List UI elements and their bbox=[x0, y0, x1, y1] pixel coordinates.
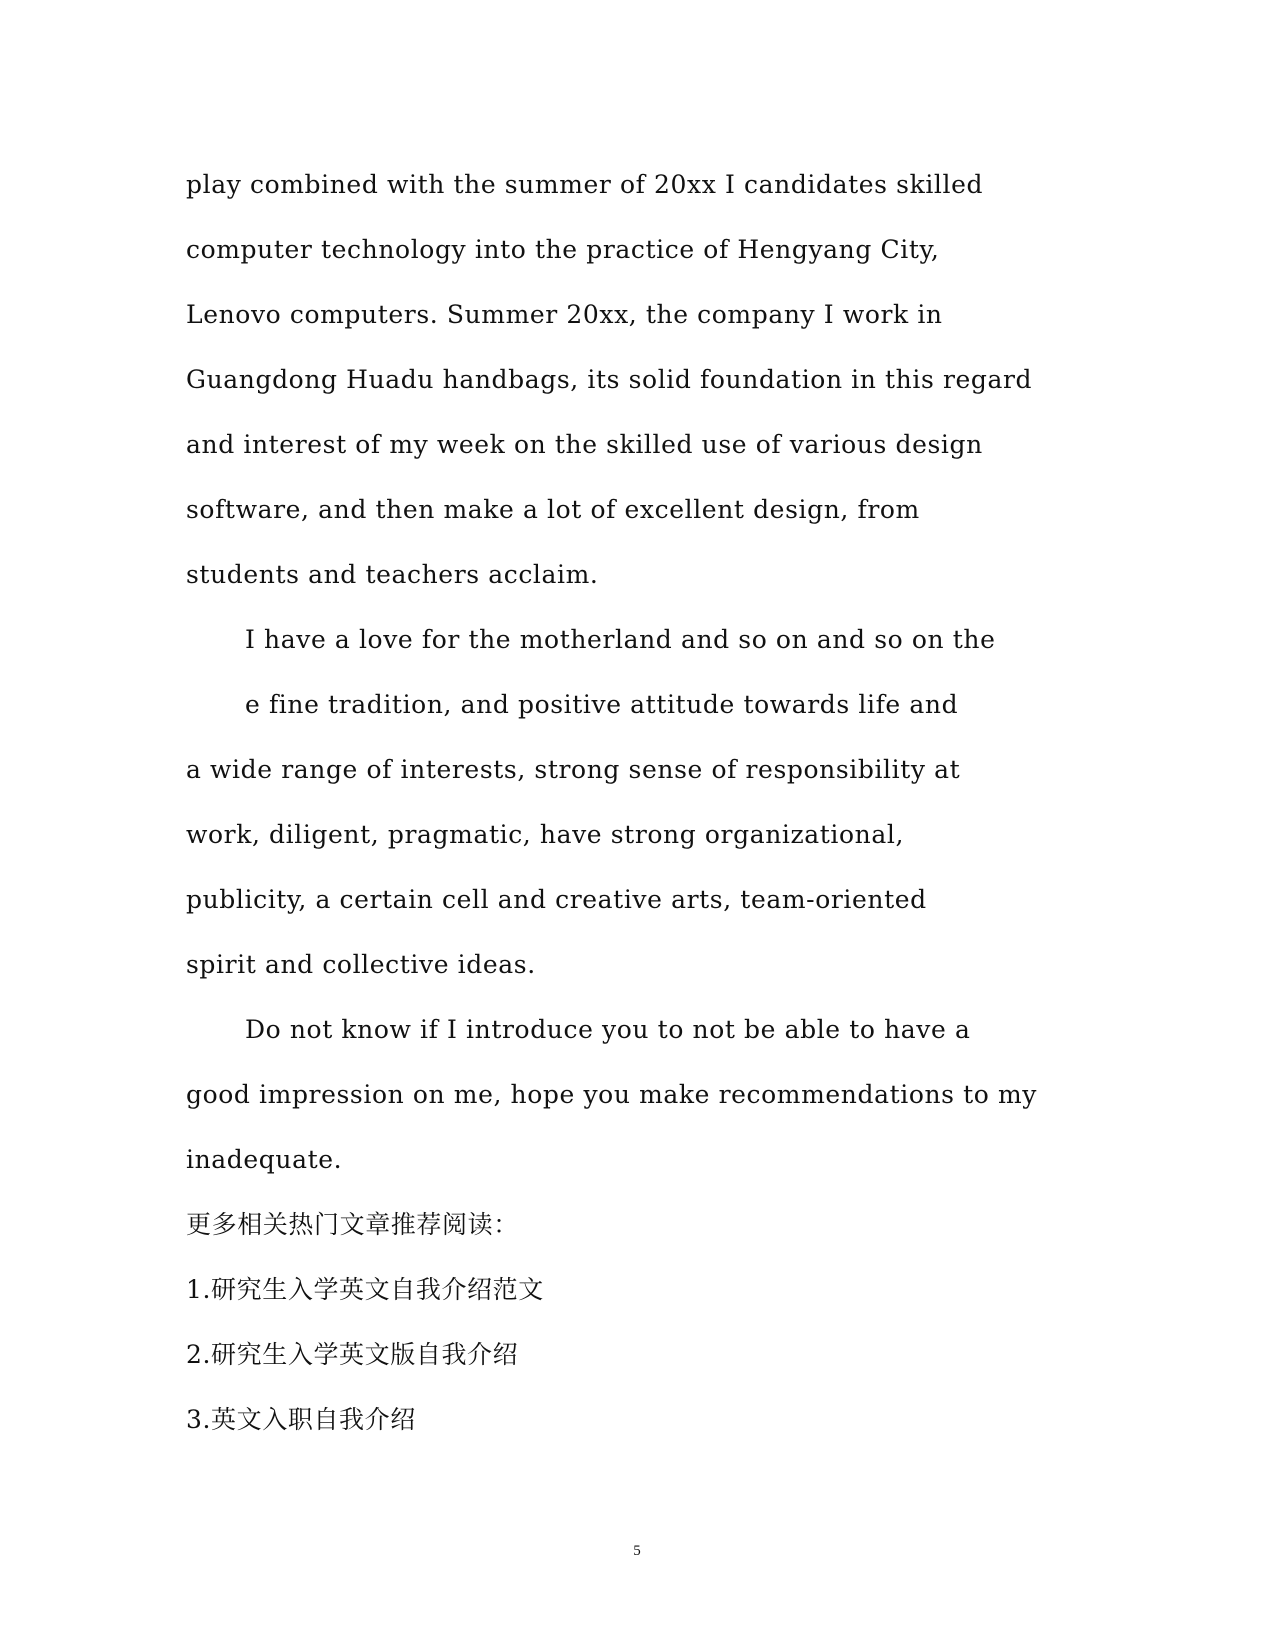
body-text-line: and interest of my week on the skilled use of various design bbox=[186, 430, 983, 459]
page-number: 5 bbox=[633, 1543, 641, 1559]
body-text-line: a wide range of interests, strong sense of responsibility at bbox=[186, 755, 961, 784]
related-article-link[interactable]: 3.英文入职自我介绍 bbox=[186, 1405, 416, 1434]
body-text-line: I have a love for the motherland and so on and so on the bbox=[245, 625, 996, 654]
related-article-link[interactable]: 2.研究生入学英文版自我介绍 bbox=[186, 1340, 519, 1369]
body-text-line: students and teachers acclaim. bbox=[186, 560, 599, 589]
body-text-line: publicity, a certain cell and creative arts, team-oriented bbox=[186, 885, 927, 914]
body-text-line: good impression on me, hope you make recommendations to my bbox=[186, 1080, 1038, 1109]
related-article-link[interactable]: 1.研究生入学英文自我介绍范文 bbox=[186, 1275, 544, 1304]
body-text-line: Do not know if I introduce you to not be able to have a bbox=[245, 1015, 971, 1044]
body-text-line: computer technology into the practice of Hengyang City, bbox=[186, 235, 940, 264]
body-text-line: inadequate. bbox=[186, 1145, 343, 1174]
body-text-line: Guangdong Huadu handbags, its solid foundation in this regard bbox=[186, 365, 1033, 394]
related-articles-heading: 更多相关热门文章推荐阅读： bbox=[186, 1210, 519, 1239]
body-text-line: Lenovo computers. Summer 20xx, the company I work in bbox=[186, 300, 943, 329]
body-text-line: work, diligent, pragmatic, have strong organizational, bbox=[186, 820, 905, 849]
body-text-line: e fine tradition, and positive attitude towards life and bbox=[245, 690, 959, 719]
body-text-line: play combined with the summer of 20xx I candidates skilled bbox=[186, 170, 984, 199]
body-text-line: software, and then make a lot of excellent design, from bbox=[186, 495, 920, 524]
body-text-line: spirit and collective ideas. bbox=[186, 950, 536, 979]
